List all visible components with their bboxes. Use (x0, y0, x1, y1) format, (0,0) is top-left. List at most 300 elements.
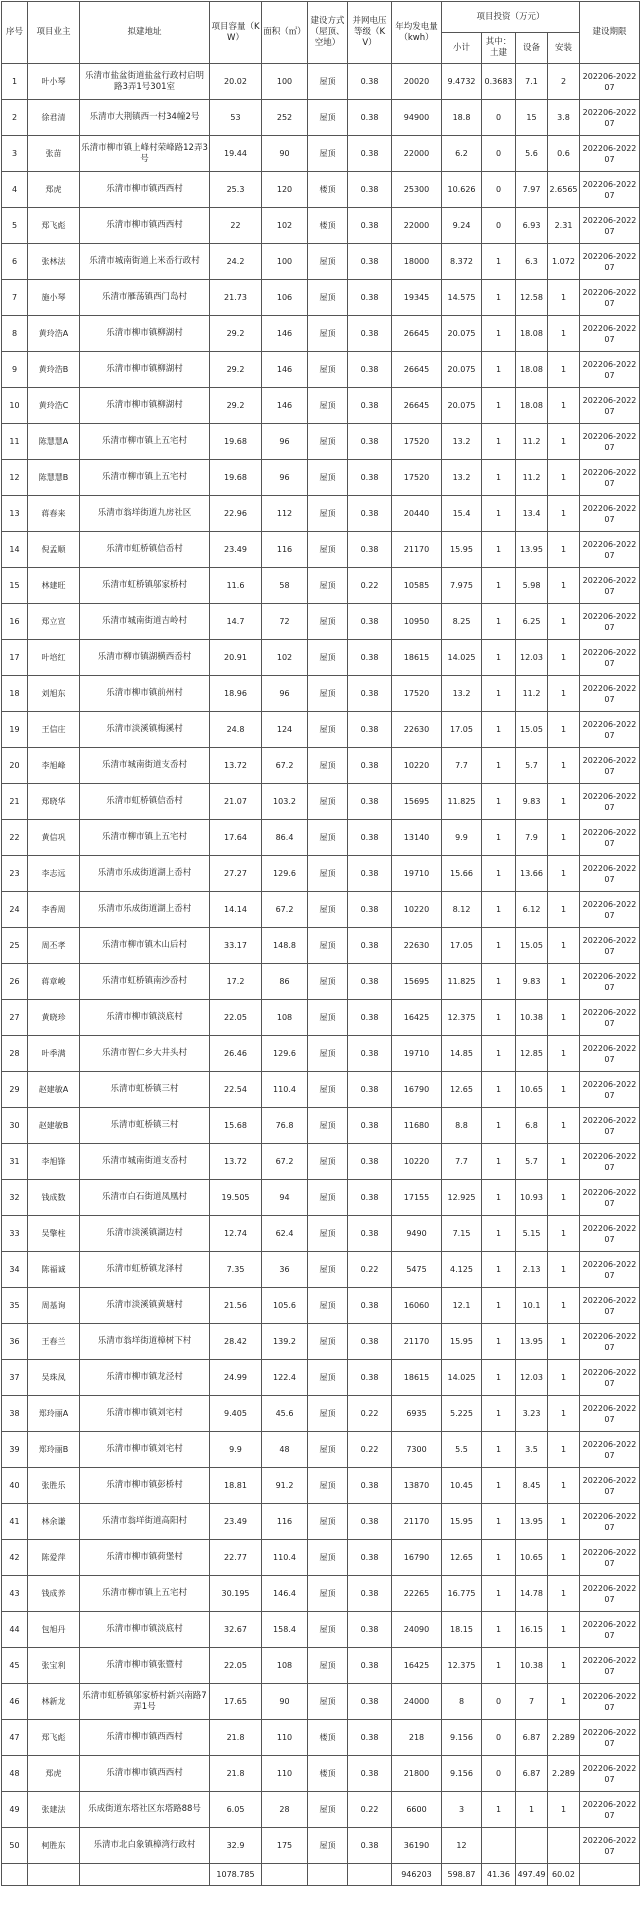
cell-capacity: 15.68 (210, 1108, 262, 1144)
cell-equipment: 3.5 (516, 1432, 548, 1468)
cell-voltage: 0.38 (348, 964, 392, 1000)
cell-owner: 周基询 (28, 1288, 80, 1324)
cell-equipment: 6.25 (516, 604, 548, 640)
cell-civil: 1 (482, 352, 516, 388)
cell-voltage: 0.38 (348, 784, 392, 820)
cell-equipment: 9.83 (516, 964, 548, 1000)
cell-civil: 1 (482, 568, 516, 604)
cell-annual: 18615 (392, 1360, 442, 1396)
cell-period: 202206-202207 (580, 1324, 640, 1360)
cell-equipment: 10.93 (516, 1180, 548, 1216)
cell-civil: 1 (482, 1180, 516, 1216)
cell-install: 1 (548, 1108, 580, 1144)
cell-install: 2.6565 (548, 172, 580, 208)
cell-civil: 1 (482, 1540, 516, 1576)
cell-method: 屋顶 (308, 784, 348, 820)
cell-civil: 0 (482, 100, 516, 136)
cell-owner: 施小琴 (28, 280, 80, 316)
total-civil: 41.36 (482, 1864, 516, 1886)
table-row (2, 532, 640, 568)
cell-period: 202206-202207 (580, 1252, 640, 1288)
cell-method: 屋顶 (308, 1072, 348, 1108)
cell-method: 屋顶 (308, 1036, 348, 1072)
cell-subtotal: 5.5 (442, 1432, 482, 1468)
cell-subtotal: 15.95 (442, 532, 482, 568)
cell-method: 屋顶 (308, 1468, 348, 1504)
cell-equipment: 6.93 (516, 208, 548, 244)
cell-civil: 1 (482, 1432, 516, 1468)
cell-seq: 32 (2, 1180, 28, 1216)
cell-voltage: 0.38 (348, 1072, 392, 1108)
cell-capacity: 19.505 (210, 1180, 262, 1216)
total-equipment: 497.49 (516, 1864, 548, 1886)
cell-capacity: 22.77 (210, 1540, 262, 1576)
cell-owner: 王春兰 (28, 1324, 80, 1360)
cell-equipment: 9.83 (516, 784, 548, 820)
cell-address: 乐清市柳市镇西西村 (80, 1756, 210, 1792)
cell-equipment: 6.87 (516, 1720, 548, 1756)
cell-install: 1 (548, 424, 580, 460)
cell-area: 110 (262, 1756, 308, 1792)
cell-subtotal: 7.7 (442, 748, 482, 784)
header-seq: 序号 (2, 2, 28, 64)
cell-voltage: 0.38 (348, 1540, 392, 1576)
cell-seq: 14 (2, 532, 28, 568)
cell-owner: 刘旭东 (28, 676, 80, 712)
cell-voltage: 0.38 (348, 136, 392, 172)
cell-equipment: 10.65 (516, 1540, 548, 1576)
cell-voltage: 0.38 (348, 1144, 392, 1180)
cell-area: 146 (262, 388, 308, 424)
cell-owner: 陈爱萍 (28, 1540, 80, 1576)
cell-annual: 10585 (392, 568, 442, 604)
cell-period: 202206-202207 (580, 1144, 640, 1180)
cell-method: 屋顶 (308, 1828, 348, 1864)
cell-capacity: 24.8 (210, 712, 262, 748)
cell-equipment: 6.3 (516, 244, 548, 280)
cell-install: 1 (548, 1792, 580, 1828)
cell-install: 1.072 (548, 244, 580, 280)
cell-subtotal: 12.65 (442, 1072, 482, 1108)
cell-subtotal: 4.125 (442, 1252, 482, 1288)
cell-voltage: 0.38 (348, 100, 392, 136)
cell-annual: 15695 (392, 964, 442, 1000)
cell-annual: 10220 (392, 1144, 442, 1180)
cell-address: 乐清市柳市镇刘宅村 (80, 1396, 210, 1432)
cell-method: 屋顶 (308, 568, 348, 604)
cell-voltage: 0.38 (348, 1756, 392, 1792)
cell-annual: 16060 (392, 1288, 442, 1324)
cell-period: 202206-202207 (580, 1504, 640, 1540)
cell-address: 乐清市乐成街道湖上岙村 (80, 856, 210, 892)
cell-equipment: 10.65 (516, 1072, 548, 1108)
cell-owner: 吴擎柱 (28, 1216, 80, 1252)
cell-subtotal: 20.075 (442, 316, 482, 352)
cell-area: 67.2 (262, 748, 308, 784)
table-row (2, 388, 640, 424)
cell-install: 1 (548, 640, 580, 676)
cell-capacity: 12.74 (210, 1216, 262, 1252)
cell-area: 148.8 (262, 928, 308, 964)
cell-capacity: 13.72 (210, 1144, 262, 1180)
cell-equipment: 13.95 (516, 532, 548, 568)
cell-civil: 0 (482, 172, 516, 208)
table-row (2, 1504, 640, 1540)
cell-period: 202206-202207 (580, 172, 640, 208)
cell-civil: 1 (482, 964, 516, 1000)
cell-address: 乐清市城南街道上米岙行政村 (80, 244, 210, 280)
cell-annual: 17520 (392, 424, 442, 460)
cell-voltage: 0.38 (348, 604, 392, 640)
cell-capacity: 30.195 (210, 1576, 262, 1612)
cell-period: 202206-202207 (580, 424, 640, 460)
cell-civil: 1 (482, 784, 516, 820)
cell-voltage: 0.38 (348, 1720, 392, 1756)
cell-method: 屋顶 (308, 640, 348, 676)
cell-subtotal: 17.05 (442, 712, 482, 748)
cell-period: 202206-202207 (580, 1468, 640, 1504)
cell-seq: 46 (2, 1684, 28, 1720)
cell-annual: 7300 (392, 1432, 442, 1468)
cell-period: 202206-202207 (580, 1396, 640, 1432)
cell-subtotal: 15.95 (442, 1504, 482, 1540)
cell-period: 202206-202207 (580, 64, 640, 100)
table-row (2, 280, 640, 316)
cell-area: 90 (262, 1684, 308, 1720)
table-row (2, 1180, 640, 1216)
cell-capacity: 7.35 (210, 1252, 262, 1288)
cell-area: 96 (262, 424, 308, 460)
cell-civil: 1 (482, 1036, 516, 1072)
header-annual: 年均发电量（kwh） (392, 2, 442, 64)
cell-subtotal: 20.075 (442, 388, 482, 424)
cell-owner: 郑玲丽B (28, 1432, 80, 1468)
cell-owner: 陈慧慧B (28, 460, 80, 496)
cell-subtotal: 6.2 (442, 136, 482, 172)
header-area: 面积（㎡） (262, 2, 308, 64)
cell-capacity: 9.405 (210, 1396, 262, 1432)
cell-method: 屋顶 (308, 64, 348, 100)
cell-capacity: 32.9 (210, 1828, 262, 1864)
cell-subtotal: 18.8 (442, 100, 482, 136)
cell-address: 乐清市柳市镇西西村 (80, 208, 210, 244)
cell-area: 91.2 (262, 1468, 308, 1504)
table-row (2, 316, 640, 352)
cell-equipment: 10.1 (516, 1288, 548, 1324)
cell-voltage: 0.38 (348, 856, 392, 892)
header-address: 拟建地址 (80, 2, 210, 64)
cell-seq: 25 (2, 928, 28, 964)
table-row (2, 1072, 640, 1108)
cell-capacity: 13.72 (210, 748, 262, 784)
cell-install: 3.8 (548, 100, 580, 136)
cell-seq: 21 (2, 784, 28, 820)
cell-area: 48 (262, 1432, 308, 1468)
cell-voltage: 0.38 (348, 1000, 392, 1036)
cell-subtotal: 11.825 (442, 964, 482, 1000)
cell-address: 乐清市柳市镇淡底村 (80, 1000, 210, 1036)
cell-annual: 20020 (392, 64, 442, 100)
cell-annual: 94900 (392, 100, 442, 136)
cell-voltage: 0.38 (348, 1468, 392, 1504)
cell-period: 202206-202207 (580, 1180, 640, 1216)
cell-seq: 18 (2, 676, 28, 712)
table-row (2, 1000, 640, 1036)
cell-annual: 18615 (392, 640, 442, 676)
cell-period: 202206-202207 (580, 100, 640, 136)
cell-method: 屋顶 (308, 964, 348, 1000)
cell-subtotal: 9.4732 (442, 64, 482, 100)
header-row (2, 2, 640, 33)
cell-owner: 郑玲丽A (28, 1396, 80, 1432)
cell-civil: 1 (482, 1792, 516, 1828)
total-install: 60.02 (548, 1864, 580, 1886)
cell-area: 102 (262, 208, 308, 244)
cell-seq: 22 (2, 820, 28, 856)
cell-area: 175 (262, 1828, 308, 1864)
table-row (2, 136, 640, 172)
cell-owner: 陈慧慧A (28, 424, 80, 460)
cell-period: 202206-202207 (580, 1216, 640, 1252)
cell-owner: 郑飞彪 (28, 208, 80, 244)
cell-subtotal: 12 (442, 1828, 482, 1864)
cell-address: 乐清市柳市镇柳湖村 (80, 352, 210, 388)
cell-annual: 13140 (392, 820, 442, 856)
cell-owner: 包旭丹 (28, 1612, 80, 1648)
cell-capacity: 29.2 (210, 388, 262, 424)
cell-equipment: 1 (516, 1792, 548, 1828)
cell-voltage: 0.38 (348, 1180, 392, 1216)
cell-method: 屋顶 (308, 496, 348, 532)
cell-seq: 43 (2, 1576, 28, 1612)
cell-period: 202206-202207 (580, 1792, 640, 1828)
cell-seq: 12 (2, 460, 28, 496)
table-row (2, 1324, 640, 1360)
cell-method: 屋顶 (308, 712, 348, 748)
cell-voltage: 0.38 (348, 1036, 392, 1072)
table-row (2, 1684, 640, 1720)
cell-voltage: 0.38 (348, 892, 392, 928)
cell-seq: 35 (2, 1288, 28, 1324)
cell-equipment: 11.2 (516, 676, 548, 712)
cell-address: 乐清市柳市镇湖横西岙村 (80, 640, 210, 676)
cell-owner: 张胜乐 (28, 1468, 80, 1504)
cell-annual: 6600 (392, 1792, 442, 1828)
cell-capacity: 20.02 (210, 64, 262, 100)
cell-annual: 16790 (392, 1540, 442, 1576)
cell-voltage: 0.22 (348, 568, 392, 604)
cell-method: 屋顶 (308, 1144, 348, 1180)
total-row (2, 1864, 640, 1886)
cell-civil: 1 (482, 712, 516, 748)
table-row (2, 928, 640, 964)
cell-owner: 郑虎 (28, 172, 80, 208)
cell-install: 1 (548, 1540, 580, 1576)
cell-voltage: 0.22 (348, 1396, 392, 1432)
cell-civil (482, 1828, 516, 1864)
cell-period: 202206-202207 (580, 856, 640, 892)
cell-annual: 10220 (392, 748, 442, 784)
cell-equipment: 7 (516, 1684, 548, 1720)
cell-method: 屋顶 (308, 1576, 348, 1612)
cell-area: 62.4 (262, 1216, 308, 1252)
cell-annual: 19345 (392, 280, 442, 316)
cell-equipment (516, 1828, 548, 1864)
cell-period: 202206-202207 (580, 964, 640, 1000)
cell-subtotal: 13.2 (442, 460, 482, 496)
cell-civil: 1 (482, 496, 516, 532)
cell-address: 乐清市淡溪镇黄塘村 (80, 1288, 210, 1324)
table-row (2, 1468, 640, 1504)
cell-owner: 李旭锋 (28, 1144, 80, 1180)
cell-install: 1 (548, 1036, 580, 1072)
cell-owner: 黄玲浩B (28, 352, 80, 388)
cell-period: 202206-202207 (580, 784, 640, 820)
cell-capacity: 9.9 (210, 1432, 262, 1468)
cell-area: 108 (262, 1648, 308, 1684)
cell-civil: 1 (482, 424, 516, 460)
cell-voltage: 0.38 (348, 208, 392, 244)
cell-capacity: 17.2 (210, 964, 262, 1000)
cell-seq: 11 (2, 424, 28, 460)
cell-seq: 42 (2, 1540, 28, 1576)
cell-owner: 张苗 (28, 136, 80, 172)
cell-civil: 1 (482, 1504, 516, 1540)
cell-period: 202206-202207 (580, 208, 640, 244)
cell-annual: 10950 (392, 604, 442, 640)
cell-capacity: 17.64 (210, 820, 262, 856)
cell-civil: 1 (482, 316, 516, 352)
cell-method: 屋顶 (308, 136, 348, 172)
cell-owner: 叶小琴 (28, 64, 80, 100)
cell-period: 202206-202207 (580, 928, 640, 964)
cell-equipment: 8.45 (516, 1468, 548, 1504)
cell-install: 1 (548, 1180, 580, 1216)
table-row (2, 856, 640, 892)
cell-install: 1 (548, 532, 580, 568)
total-subtotal: 598.87 (442, 1864, 482, 1886)
cell-period: 202206-202207 (580, 352, 640, 388)
cell-voltage: 0.38 (348, 460, 392, 496)
cell-owner: 吴珠凤 (28, 1360, 80, 1396)
cell-annual: 26645 (392, 352, 442, 388)
cell-address: 乐清市翁垟街道高阳村 (80, 1504, 210, 1540)
cell-annual: 16425 (392, 1000, 442, 1036)
cell-seq: 45 (2, 1648, 28, 1684)
cell-owner: 黄信巩 (28, 820, 80, 856)
table-row (2, 64, 640, 100)
table-body (2, 64, 640, 1864)
cell-area: 106 (262, 280, 308, 316)
cell-voltage: 0.38 (348, 1684, 392, 1720)
table-row (2, 1432, 640, 1468)
total-capacity: 1078.785 (210, 1864, 262, 1886)
cell-area: 146 (262, 352, 308, 388)
cell-address: 乐清市柳市镇木山后村 (80, 928, 210, 964)
cell-period: 202206-202207 (580, 892, 640, 928)
table-row (2, 1036, 640, 1072)
cell-install: 1 (548, 1072, 580, 1108)
cell-area: 72 (262, 604, 308, 640)
cell-subtotal: 7.975 (442, 568, 482, 604)
cell-period: 202206-202207 (580, 676, 640, 712)
cell-equipment: 15.05 (516, 928, 548, 964)
cell-voltage: 0.38 (348, 712, 392, 748)
cell-owner: 张林法 (28, 244, 80, 280)
cell-capacity: 23.49 (210, 1504, 262, 1540)
table-row (2, 1144, 640, 1180)
cell-equipment: 12.58 (516, 280, 548, 316)
cell-capacity: 22 (210, 208, 262, 244)
cell-annual: 11680 (392, 1108, 442, 1144)
cell-method: 楼顶 (308, 208, 348, 244)
cell-capacity: 21.8 (210, 1756, 262, 1792)
cell-owner: 张宝利 (28, 1648, 80, 1684)
cell-voltage: 0.38 (348, 244, 392, 280)
cell-period: 202206-202207 (580, 604, 640, 640)
cell-seq: 19 (2, 712, 28, 748)
cell-seq: 7 (2, 280, 28, 316)
cell-equipment: 6.8 (516, 1108, 548, 1144)
cell-annual: 22630 (392, 928, 442, 964)
table-row (2, 964, 640, 1000)
cell-address: 乐清市柳市镇柳湖村 (80, 388, 210, 424)
cell-area: 67.2 (262, 1144, 308, 1180)
cell-address: 乐清市淡溪镇湖边村 (80, 1216, 210, 1252)
cell-capacity: 29.2 (210, 316, 262, 352)
cell-install: 0.6 (548, 136, 580, 172)
cell-equipment: 2.13 (516, 1252, 548, 1288)
cell-method: 屋顶 (308, 676, 348, 712)
cell-civil: 1 (482, 388, 516, 424)
cell-subtotal: 15.95 (442, 1324, 482, 1360)
cell-owner: 郑晓华 (28, 784, 80, 820)
cell-address: 乐清市大荆镇西一村34幢2号 (80, 100, 210, 136)
cell-period: 202206-202207 (580, 712, 640, 748)
cell-subtotal: 14.575 (442, 280, 482, 316)
cell-address: 乐清市柳市镇西西村 (80, 1720, 210, 1756)
table-row (2, 352, 640, 388)
header-equipment: 设备 (516, 33, 548, 64)
cell-annual: 15695 (392, 784, 442, 820)
cell-period: 202206-202207 (580, 1828, 640, 1864)
cell-capacity: 25.3 (210, 172, 262, 208)
cell-method: 楼顶 (308, 1720, 348, 1756)
cell-civil: 1 (482, 640, 516, 676)
cell-period: 202206-202207 (580, 1072, 640, 1108)
cell-area: 146.4 (262, 1576, 308, 1612)
cell-install: 1 (548, 676, 580, 712)
cell-install: 1 (548, 1324, 580, 1360)
cell-area: 100 (262, 64, 308, 100)
cell-civil: 1 (482, 1072, 516, 1108)
cell-voltage: 0.38 (348, 496, 392, 532)
cell-subtotal: 14.025 (442, 640, 482, 676)
cell-subtotal: 15.66 (442, 856, 482, 892)
cell-civil: 1 (482, 280, 516, 316)
cell-subtotal: 9.156 (442, 1720, 482, 1756)
cell-seq: 28 (2, 1036, 28, 1072)
cell-install: 2 (548, 64, 580, 100)
table-row (2, 1108, 640, 1144)
cell-install: 1 (548, 496, 580, 532)
cell-civil: 1 (482, 748, 516, 784)
cell-area: 96 (262, 460, 308, 496)
cell-seq: 48 (2, 1756, 28, 1792)
cell-equipment: 5.98 (516, 568, 548, 604)
cell-address: 乐清市虹桥镇三村 (80, 1072, 210, 1108)
cell-civil: 1 (482, 1000, 516, 1036)
